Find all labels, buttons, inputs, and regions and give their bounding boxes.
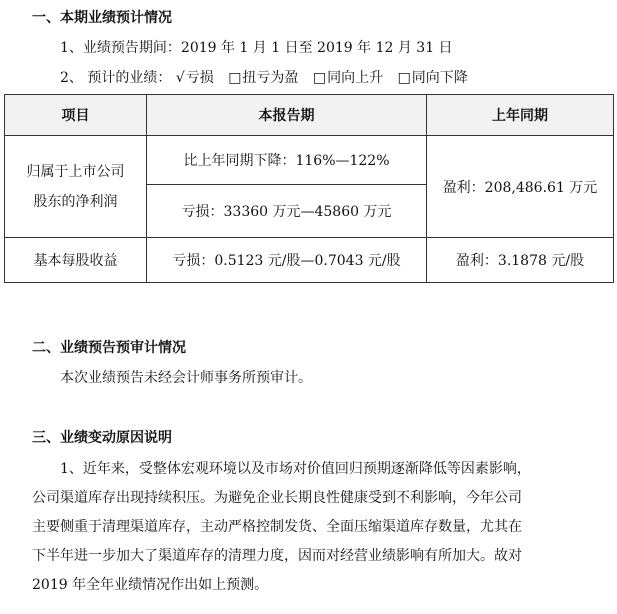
option-loss-label: 亏损	[185, 70, 214, 86]
table-header-row	[5, 95, 614, 136]
forecast-period: 1、业绩预告期间：2019 年 1 月 1 日至 2019 年 12 月 31 日	[60, 40, 453, 56]
row-label-net-profit	[5, 136, 147, 238]
header-current-period: 本报告期	[147, 95, 427, 136]
section1-title: 一、本期业绩预计情况	[32, 10, 172, 26]
table-row	[5, 238, 614, 283]
checkbox-icon: □	[397, 70, 411, 86]
row-label-eps: 基本每股收益	[5, 238, 147, 283]
section2-title: 二、业绩预告预审计情况	[32, 340, 186, 356]
section3-line-1: 1、近年来，受整体宏观环境以及市场对价值回归预期逐渐降低等因素影响，	[60, 461, 531, 477]
option-decrease-label: 同向下降	[411, 70, 468, 86]
checkbox-icon: □	[312, 70, 327, 86]
section3-line-3: 主要侧重于清理渠道库存，主动严格控制发货、全面压缩渠道库存数量，尤其在	[32, 519, 522, 535]
option-loss	[176, 70, 214, 86]
option-turnaround	[228, 70, 298, 86]
section2-body: 本次业绩预告未经会计师事务所预审计。	[60, 370, 312, 386]
net-profit-label-line1: 归属于上市公司	[26, 163, 125, 180]
checkbox-icon: □	[228, 70, 242, 86]
section3-line-5: 2019 年全年业绩情况作出如上预测。	[32, 577, 269, 593]
net-profit-decline: 比上年同期下降：116%—122%	[147, 136, 427, 185]
option-increase-label: 同向上升	[327, 70, 384, 86]
forecast-table	[4, 94, 614, 283]
checkmark-icon: √	[175, 70, 185, 86]
section3-line-4: 下半年进一步加大了渠道库存的清理力度，因而对经营业绩影响有所加大。故对	[32, 548, 522, 564]
forecast-type-label: 2、 预计的业绩：	[60, 70, 172, 86]
table-row	[5, 136, 614, 185]
net-profit-previous: 盈利：208,486.61 万元	[427, 136, 614, 238]
option-increase	[313, 70, 383, 86]
header-item: 项目	[5, 95, 147, 136]
eps-previous: 盈利：3.1878 元/股	[427, 238, 614, 283]
option-turnaround-label: 扭亏为盈	[242, 70, 299, 86]
header-previous-period: 上年同期	[427, 95, 614, 136]
section3-title: 三、业绩变动原因说明	[32, 430, 172, 446]
forecast-type-row	[60, 68, 478, 88]
net-profit-loss-range: 亏损：33360 万元—45860 万元	[147, 185, 427, 238]
option-decrease	[398, 70, 468, 86]
section3-line-2: 公司渠道库存出现持续积压。为避免企业长期良性健康受到不利影响，今年公司	[32, 490, 522, 506]
net-profit-label-line2: 股东的净利润	[33, 193, 118, 210]
eps-current: 亏损：0.5123 元/股—0.7043 元/股	[147, 238, 427, 283]
